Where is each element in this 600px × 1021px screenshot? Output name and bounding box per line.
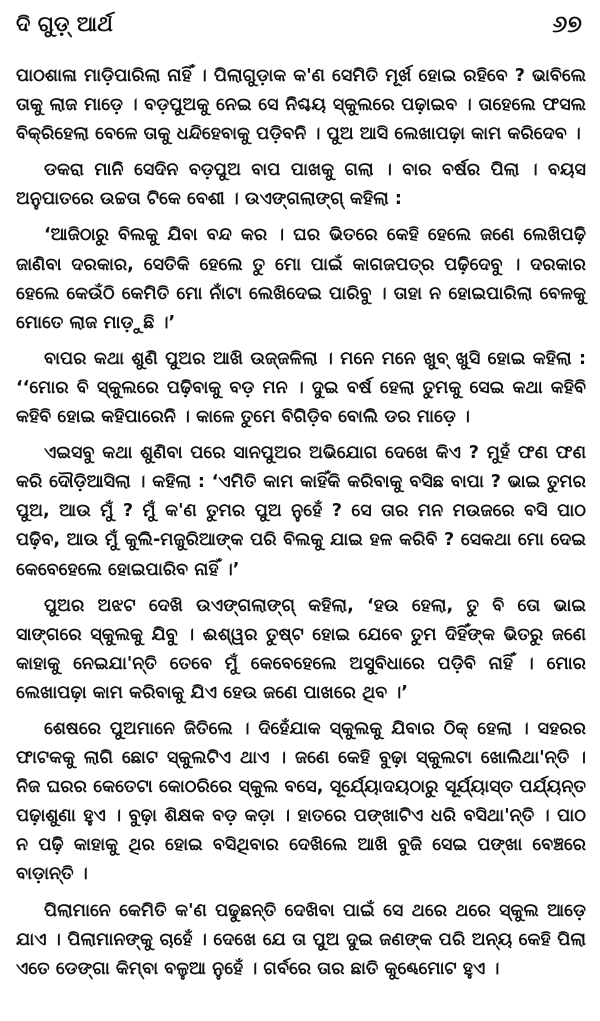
- paragraph-6: ପୁଅର ଅଝଟ ଦେଖି ଉଏଙ୍ଗଲାଙ୍ଗ୍ କହିଲା, ‘ହଉ ହେଲା, ତୁ ବି ତୋ ଭାଇ ସାଙ୍ଗରେ ସ୍କୁଲକୁ ଯିବୁ । ଈଶ୍ୱର ତୁଷ୍ଟ ହୋଇ ଯେବେ ତୁମ ଦିହିଁଙ୍କ ଭିତରୁ ଜଣେ କାହାକୁ ନେଇଯା'ନ୍ତି ତେବେ ମୁଁ କେବେହେଲେ ଅସୁବିଧାରେ ପଡ଼ିବି ନାହିଁ । ମୋର ଲେଖାପଢ଼ା କାମ କରିବାକୁ ଯିଏ ହେଉ ଜଣେ ପାଖରେ ଥିବ ।’: [16, 595, 586, 703]
- paragraph-1: ପାଠଶାଳା ମାଡ଼ିପାରିଲା ନାହିଁ । ପିଲାଗୁଡ଼ାକ କ'ଣ ସେମିତି ମୂର୍ଖ ହୋଇ ରହିବେ ? ଭାବିଲେ ତାକୁ ଲାଜ ମାଡ଼େ । ବଡ଼ପୁଅକୁ ନେଇ ସେ ନିଶ୍ଚୟ ସ୍କୁଲରେ ପଢ଼ାଇବ । ତାହେଲେ ଫସଲ ବିକ୍ରିହେଲା ବେଳେ ତାକୁ ଧନ୍ଦିହେବାକୁ ପଡ଼ିବନି । ପୁଅ ଆସି ଲେଖାପଢ଼ା କାମ କରିଦେବ ।: [16, 66, 586, 145]
- page-header: [16, 8, 586, 48]
- paragraph-5: ଏଇସବୁ କଥା ଶୁଣିବା ପରେ ସାନପୁଅର ଅଭିଯୋଗ ଦେଖେ କିଏ ? ମୁହଁ ଫଣ ଫଣ କରି ଦୌଡ଼ିଆସିଲା । କହିଲା : ‘ଏମିତି କାମ କାହିଁକି କରିବାକୁ ବସିଛ ବାପା ? ଭାଇ ତୁମର ପୁଅ, ଆଉ ମୁଁ ? ମୁଁ କ'ଣ ତୁମର ପୁଅ ନୁହେଁ ? ସେ ତାର ମନ ମଉଜରେ ବସି ପାଠ ପଢ଼ିବ, ଆଉ ମୁଁ କୁଲି-ମଜୁରିଆଙ୍କ ପରି ବିଲକୁ ଯାଇ ହଳ କରିବି ? ସେକଥା ମୋ ଦେଇ କେବେହେଲେ ହୋଇପାରିବ ନାହିଁ ।’: [16, 443, 586, 580]
- paragraph-7: ଶେଷରେ ପୁଅମାନେ ଜିତିଲେ । ଦିହେଁଯାକ ସ୍କୁଲକୁ ଯିବାର ଠିକ୍ ହେଲା । ସହରର ଫାଟକକୁ ଲାଗି ଛୋଟ ସ୍କୁଲଟିଏ ଥାଏ । ଜଣେ କେହି ବୁଢ଼ା ସ୍କୁଲଟା ଖୋଲିଥା'ନ୍ତି । ନିଜ ଘରର କେତେଟା କୋଠରିରେ ସ୍କୁଲ ବସେ, ସୂର୍ଯ୍ୟୋଦୟଠାରୁ ସୂର୍ଯ୍ୟାସ୍ତ ପର୍ଯ୍ୟନ୍ତ ପଢ଼ାଶୁଣା ହୁଏ । ବୁଢ଼ା ଶିକ୍ଷକ ବଡ଼ କଡ଼ା । ହାତରେ ପଙ୍ଖାଟିଏ ଧରି ବସିଥା'ନ୍ତି । ପାଠ ନ ପଢ଼ି କାହାକୁ ଥିର ହୋଇ ବସିଥିବାର ଦେଖିଲେ ଆଖି ବୁଜି ସେଇ ପଙ୍ଖା ବେଞ୍ଚରେ ବାଡ଼ାନ୍ତି ।: [16, 718, 586, 885]
- page-number: ୬୭: [552, 10, 582, 38]
- running-head-title: ଦି ଗୁଡ଼୍ ଆର୍ଥ: [16, 12, 113, 36]
- paragraph-8: ପିଲାମାନେ କେମିତି କ'ଣ ପଢୁଛନ୍ତି ଦେଖିବା ପାଇଁ ସେ ଥରେ ଥରେ ସ୍କୁଲ ଆଡ଼େ ଯାଏ । ପିଲାମାନଙ୍କୁ ଚାହେଁ । ଦେଖେ ଯେ ତା ପୁଅ ଦୁଇ ଜଣଙ୍କ ପରି ଅନ୍ୟ କେହି ପିଲା ଏତେ ଡେଙ୍ଗା କିମ୍ବା ବଳୁଆ ନୁହେଁ । ଗର୍ବରେ ତାର ଛାତି କୁଣ୍ଢେମୋଟ ହୁଏ ।: [16, 900, 586, 979]
- paragraph-4: ବାପର କଥା ଶୁଣି ପୁଅର ଆଖି ଉଜ୍ଜଳିଲା । ମନେ ମନେ ଖୁବ୍ ଖୁସି ହୋଇ କହିଲା : ‘‘ମୋର ବି ସ୍କୁଲରେ ପଢ଼ିବାକୁ ବଡ଼ ମନ । ଦୁଇ ବର୍ଷ ହେଲା ତୁମକୁ ସେଇ କଥା କହିବି କହିବି ହୋଇ କହିପାରେନି । କାଳେ ତୁମେ ବିଗିଡ଼ିବ ବୋଲି ଡର ମାଡ଼େ ।: [16, 348, 586, 428]
- paragraph-3: ‘ଆଜିଠାରୁ ବିଲକୁ ଯିବା ବନ୍ଦ କର । ଘର ଭିତରେ କେହି ହେଲେ ଜଣେ ଲେଖିପଢ଼ି ଜାଣିବା ଦରକାର, ସେତିକି ହେଲେ ତୁ ମୋ ପାଇଁ କାଗଜପତ୍ର ପଢ଼ିଦେବୁ । ଦରକାର ହେଲେ କେଉଁଠି କେମିତି ମୋ ନାଁଟା ଲେଖିଦେଇ ପାରିବୁ । ତାହା ନ ହୋଇପାରିଲା ବେଳକୁ ମୋତେ ଲାଜ ମାଡ଼ୁଛି ।’: [16, 225, 586, 333]
- body-text: [16, 62, 586, 991]
- paragraph-2: ଡକରା ମାନି ସେଦିନ ବଡ଼ପୁଅ ବାପ ପାଖକୁ ଗଲା । ବାର ବର୍ଷର ପିଲା । ବୟସ ଅନୁପାତରେ ଉଚ୍ଚତା ଟିକେ ବେଶୀ । ଉଏଙ୍ଗଲାଙ୍ଗ୍ କହିଲା :: [16, 160, 586, 210]
